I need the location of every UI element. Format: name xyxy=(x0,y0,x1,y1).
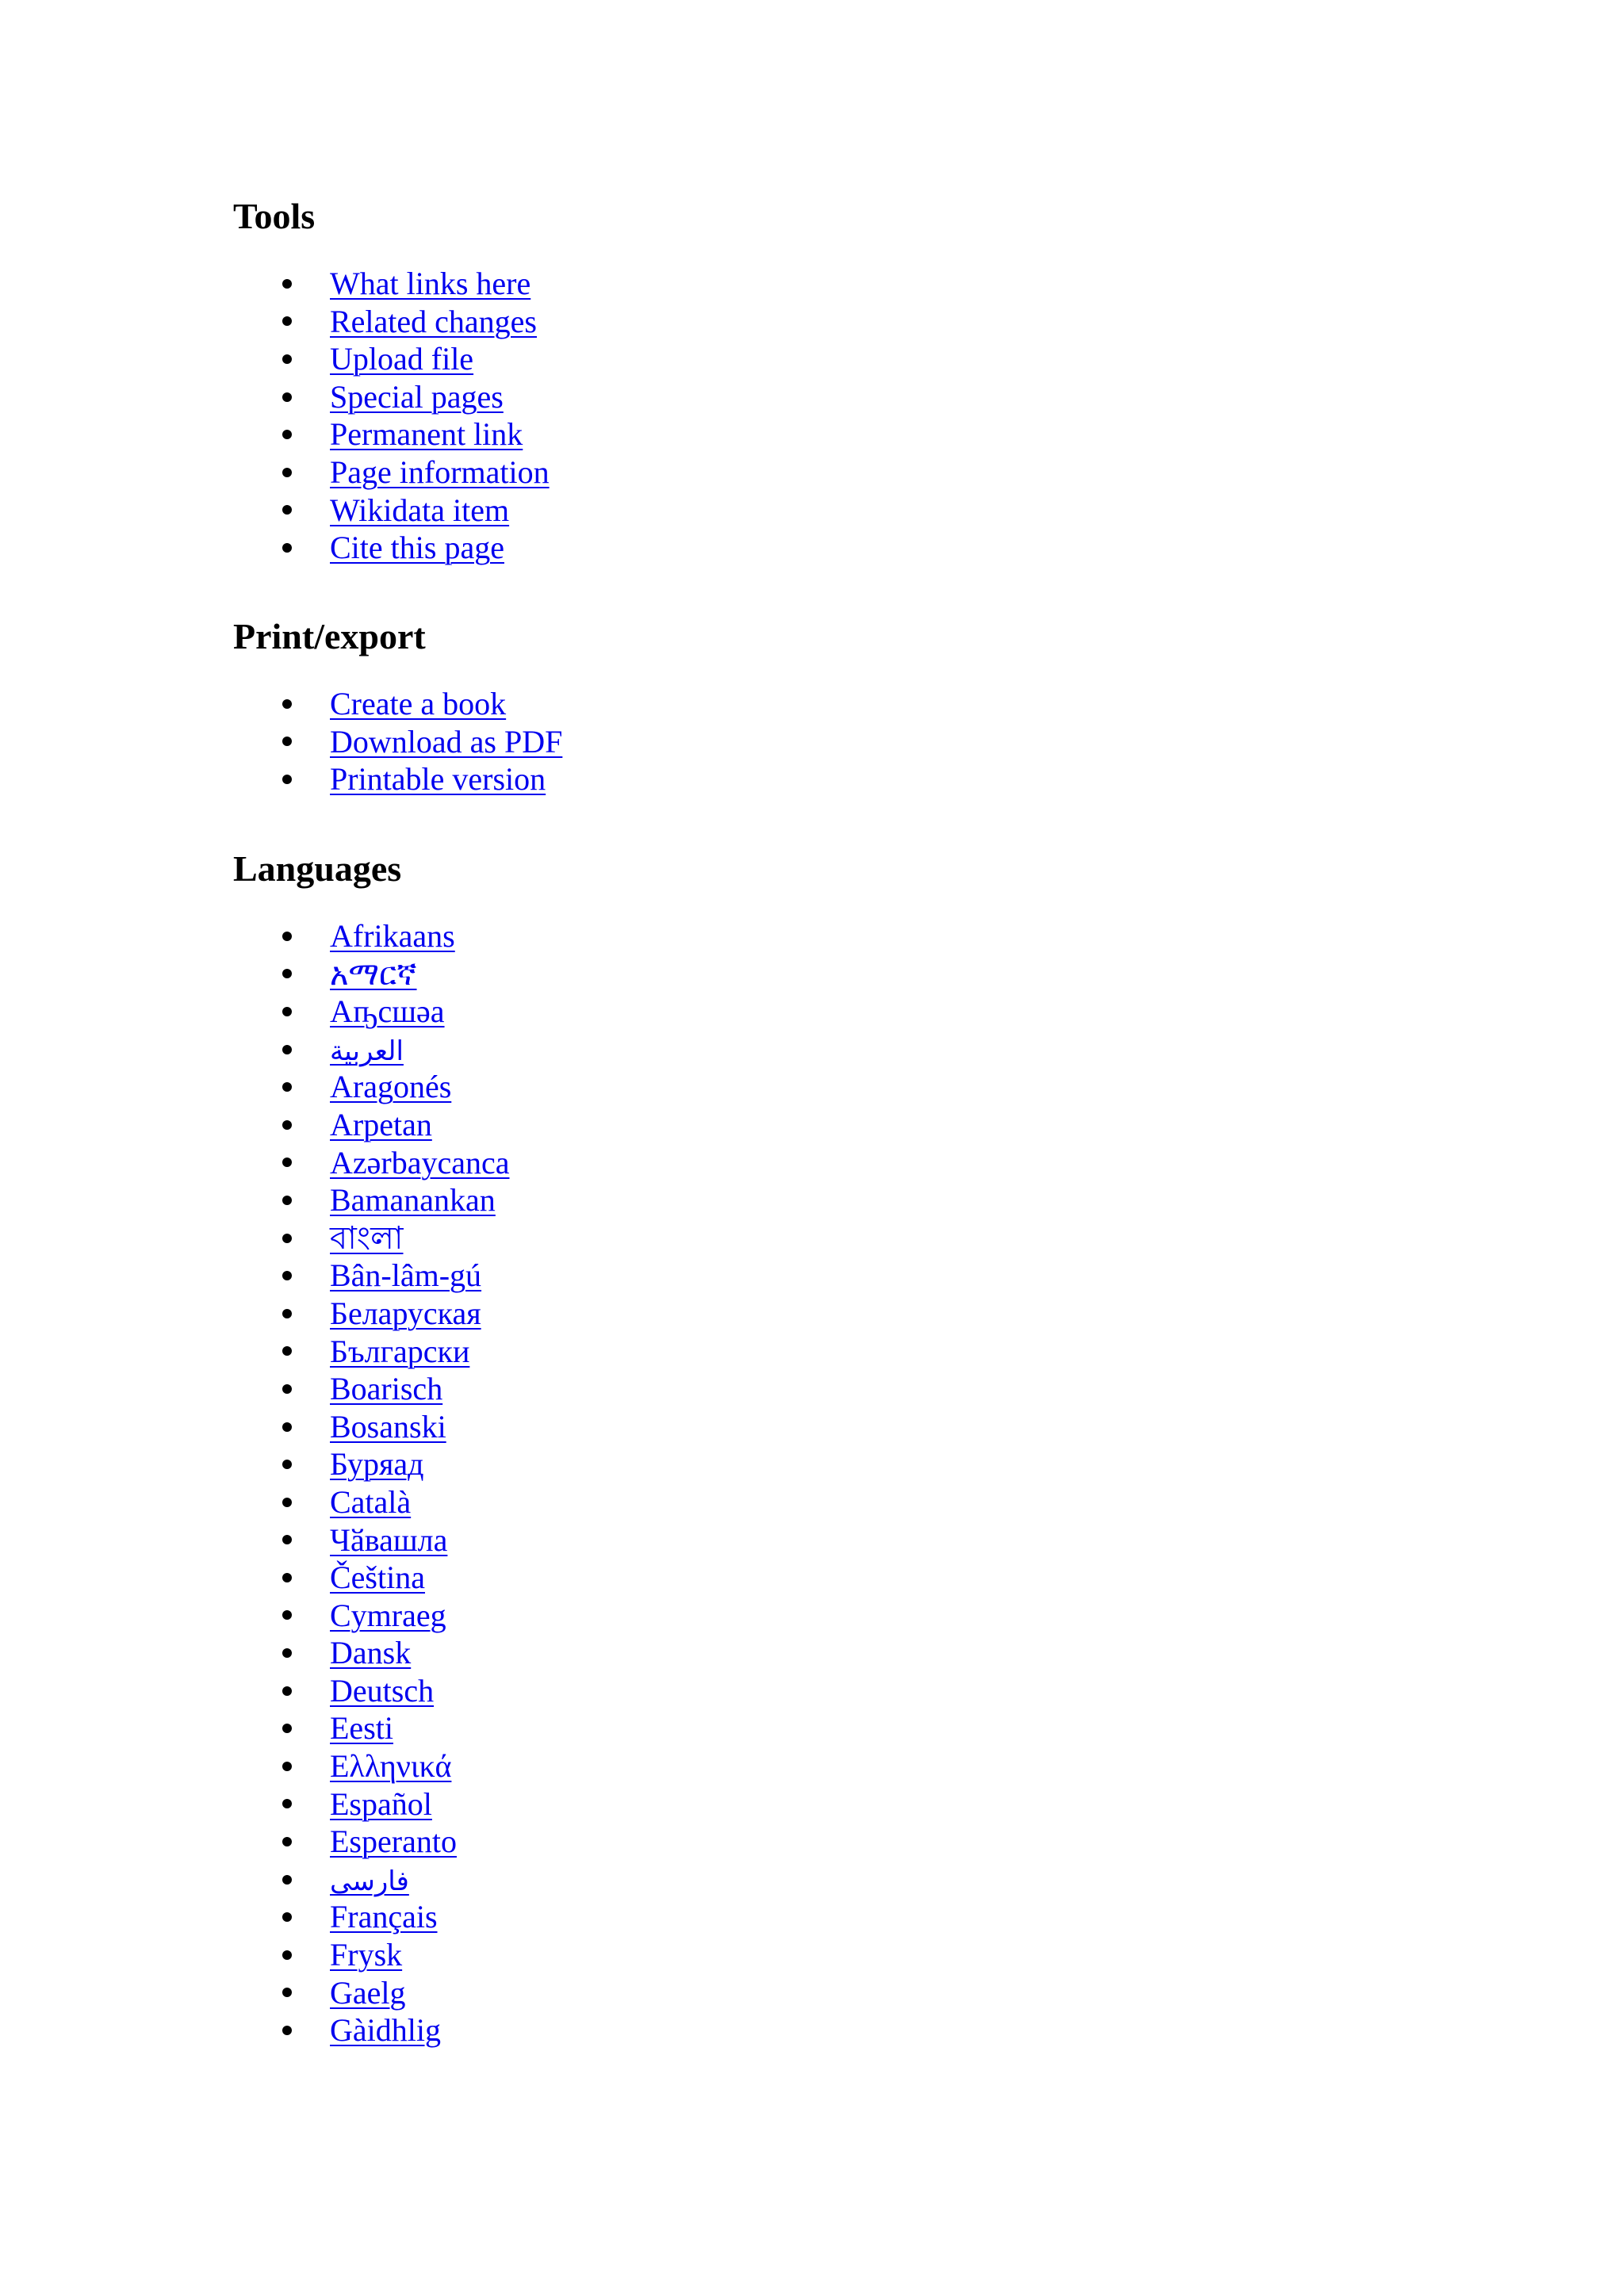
language-link[interactable]: العربية xyxy=(330,1035,404,1067)
language-link[interactable]: Буряад xyxy=(330,1446,424,1483)
list-item xyxy=(233,492,1343,530)
language-link[interactable]: Bamanankan xyxy=(330,1182,496,1219)
language-link[interactable]: Azərbaycanca xyxy=(330,1144,510,1181)
language-link[interactable]: Català xyxy=(330,1483,412,1520)
language-link[interactable]: Eesti xyxy=(330,1710,393,1747)
tools-heading: Tools xyxy=(233,196,316,236)
print-export-list xyxy=(233,685,1343,798)
bullet-icon xyxy=(282,1422,292,1432)
list-item xyxy=(233,1898,1343,1936)
list-item xyxy=(233,1068,1343,1106)
bullet-icon xyxy=(282,775,292,784)
language-link[interactable]: Dansk xyxy=(330,1635,412,1671)
language-link[interactable]: Français xyxy=(330,1899,438,1935)
language-link[interactable]: Ελληνικά xyxy=(330,1748,452,1785)
list-item xyxy=(233,415,1343,453)
bullet-icon xyxy=(282,1988,292,1997)
list-item xyxy=(233,1747,1343,1785)
bullet-icon xyxy=(282,1686,292,1696)
bullet-icon xyxy=(282,1271,292,1280)
languages-list xyxy=(233,917,1343,2049)
tools-section xyxy=(233,189,1343,567)
list-item xyxy=(233,1785,1343,1823)
list-item xyxy=(233,1521,1343,1559)
bullet-icon xyxy=(282,1610,292,1620)
list-item xyxy=(233,723,1343,761)
tools-link[interactable]: What links here xyxy=(330,266,531,301)
list-item xyxy=(233,378,1343,416)
bullet-icon xyxy=(282,1346,292,1356)
list-item xyxy=(233,2011,1343,2049)
bullet-icon xyxy=(282,392,292,402)
language-link[interactable]: Български xyxy=(330,1333,470,1369)
list-item xyxy=(233,265,1343,303)
bullet-icon xyxy=(282,1837,292,1846)
language-link[interactable]: Gaelg xyxy=(330,1974,406,2011)
tools-link[interactable]: Related changes xyxy=(330,303,537,339)
bullet-icon xyxy=(282,1309,292,1318)
bullet-icon xyxy=(282,1648,292,1658)
list-item xyxy=(233,303,1343,341)
language-link[interactable]: Aragonés xyxy=(330,1069,452,1105)
language-link[interactable]: Čeština xyxy=(330,1559,425,1596)
bullet-icon xyxy=(282,2026,292,2035)
bullet-icon xyxy=(282,1384,292,1394)
language-link[interactable]: Чӑвашла xyxy=(330,1521,448,1558)
language-link[interactable]: Bosanski xyxy=(330,1408,446,1445)
language-link[interactable]: Esperanto xyxy=(330,1823,457,1860)
list-item xyxy=(233,1106,1343,1144)
tools-link[interactable]: Upload file xyxy=(330,341,474,377)
bullet-icon xyxy=(282,969,292,978)
bullet-icon xyxy=(282,430,292,439)
print-export-section xyxy=(233,609,1343,798)
print-export-link[interactable]: Printable version xyxy=(330,761,546,798)
bullet-icon xyxy=(282,1158,292,1167)
bullet-icon xyxy=(282,1234,292,1243)
bullet-icon xyxy=(282,354,292,364)
list-item xyxy=(233,1031,1343,1069)
bullet-icon xyxy=(282,316,292,326)
language-link[interactable]: Bân-lâm-gú xyxy=(330,1257,482,1294)
tools-link[interactable]: Special pages xyxy=(330,378,504,415)
languages-heading: Languages xyxy=(233,848,402,889)
list-item xyxy=(233,917,1343,955)
bullet-icon xyxy=(282,1082,292,1092)
list-item xyxy=(233,1144,1343,1182)
list-item xyxy=(233,1936,1343,1974)
bullet-icon xyxy=(282,932,292,941)
list-item xyxy=(233,1483,1343,1521)
bullet-icon xyxy=(282,1498,292,1507)
print-export-link[interactable]: Download as PDF xyxy=(330,723,563,760)
list-item xyxy=(233,1257,1343,1295)
bullet-icon xyxy=(282,1573,292,1582)
language-link[interactable]: Arpetan xyxy=(330,1106,432,1142)
tools-link[interactable]: Permanent link xyxy=(330,416,523,453)
language-link[interactable]: Boarisch xyxy=(330,1371,443,1407)
list-item xyxy=(233,1445,1343,1483)
bullet-icon xyxy=(282,505,292,515)
tools-list xyxy=(233,265,1343,567)
bullet-icon xyxy=(282,468,292,477)
list-item xyxy=(233,1709,1343,1747)
bullet-icon xyxy=(282,279,292,289)
tools-link[interactable]: Page information xyxy=(330,453,550,490)
list-item xyxy=(233,340,1343,378)
list-item xyxy=(233,1181,1343,1219)
list-item xyxy=(233,685,1343,723)
bullet-icon xyxy=(282,1762,292,1771)
language-link[interactable]: فارسی xyxy=(330,1865,409,1897)
bullet-icon xyxy=(282,543,292,553)
bullet-icon xyxy=(282,1045,292,1054)
tools-link[interactable]: Wikidata item xyxy=(330,492,510,528)
list-item xyxy=(233,1634,1343,1672)
list-item xyxy=(233,529,1343,567)
list-item xyxy=(233,1597,1343,1635)
list-item xyxy=(233,1219,1343,1257)
list-item xyxy=(233,1974,1343,2012)
bullet-icon xyxy=(282,737,292,746)
languages-section xyxy=(233,841,1343,2049)
list-item xyxy=(233,1333,1343,1371)
bullet-icon xyxy=(282,1007,292,1016)
list-item xyxy=(233,1370,1343,1408)
language-link[interactable]: Afrikaans xyxy=(330,918,455,954)
language-link[interactable]: Español xyxy=(330,1785,432,1822)
list-item xyxy=(233,1559,1343,1597)
list-item xyxy=(233,453,1343,492)
list-item xyxy=(233,955,1343,993)
bullet-icon xyxy=(282,699,292,709)
list-item xyxy=(233,1295,1343,1333)
list-item xyxy=(233,1861,1343,1899)
list-item xyxy=(233,993,1343,1031)
list-item xyxy=(233,1672,1343,1710)
language-link[interactable]: Аҧсшәа xyxy=(330,993,445,1030)
tools-link[interactable]: Cite this page xyxy=(330,530,504,566)
language-link[interactable]: Cymraeg xyxy=(330,1597,446,1633)
language-link[interactable]: বাংলা xyxy=(330,1219,404,1256)
print-export-heading: Print/export xyxy=(233,616,426,656)
bullet-icon xyxy=(282,1912,292,1922)
language-link[interactable]: Frysk xyxy=(330,1937,403,1973)
bullet-icon xyxy=(282,1460,292,1469)
bullet-icon xyxy=(282,1799,292,1808)
language-link[interactable]: Deutsch xyxy=(330,1672,435,1709)
list-item xyxy=(233,1408,1343,1446)
list-item xyxy=(233,1823,1343,1861)
print-export-link[interactable]: Create a book xyxy=(330,686,507,721)
bullet-icon xyxy=(282,1724,292,1733)
bullet-icon xyxy=(282,1120,292,1130)
bullet-icon xyxy=(282,1535,292,1544)
bullet-icon xyxy=(282,1950,292,1960)
language-link[interactable]: አማርኛ xyxy=(330,955,417,992)
bullet-icon xyxy=(282,1875,292,1885)
language-link[interactable]: Беларуская xyxy=(330,1295,481,1331)
list-item xyxy=(233,760,1343,798)
language-link[interactable]: Gàidhlig xyxy=(330,2012,441,2049)
bullet-icon xyxy=(282,1196,292,1205)
